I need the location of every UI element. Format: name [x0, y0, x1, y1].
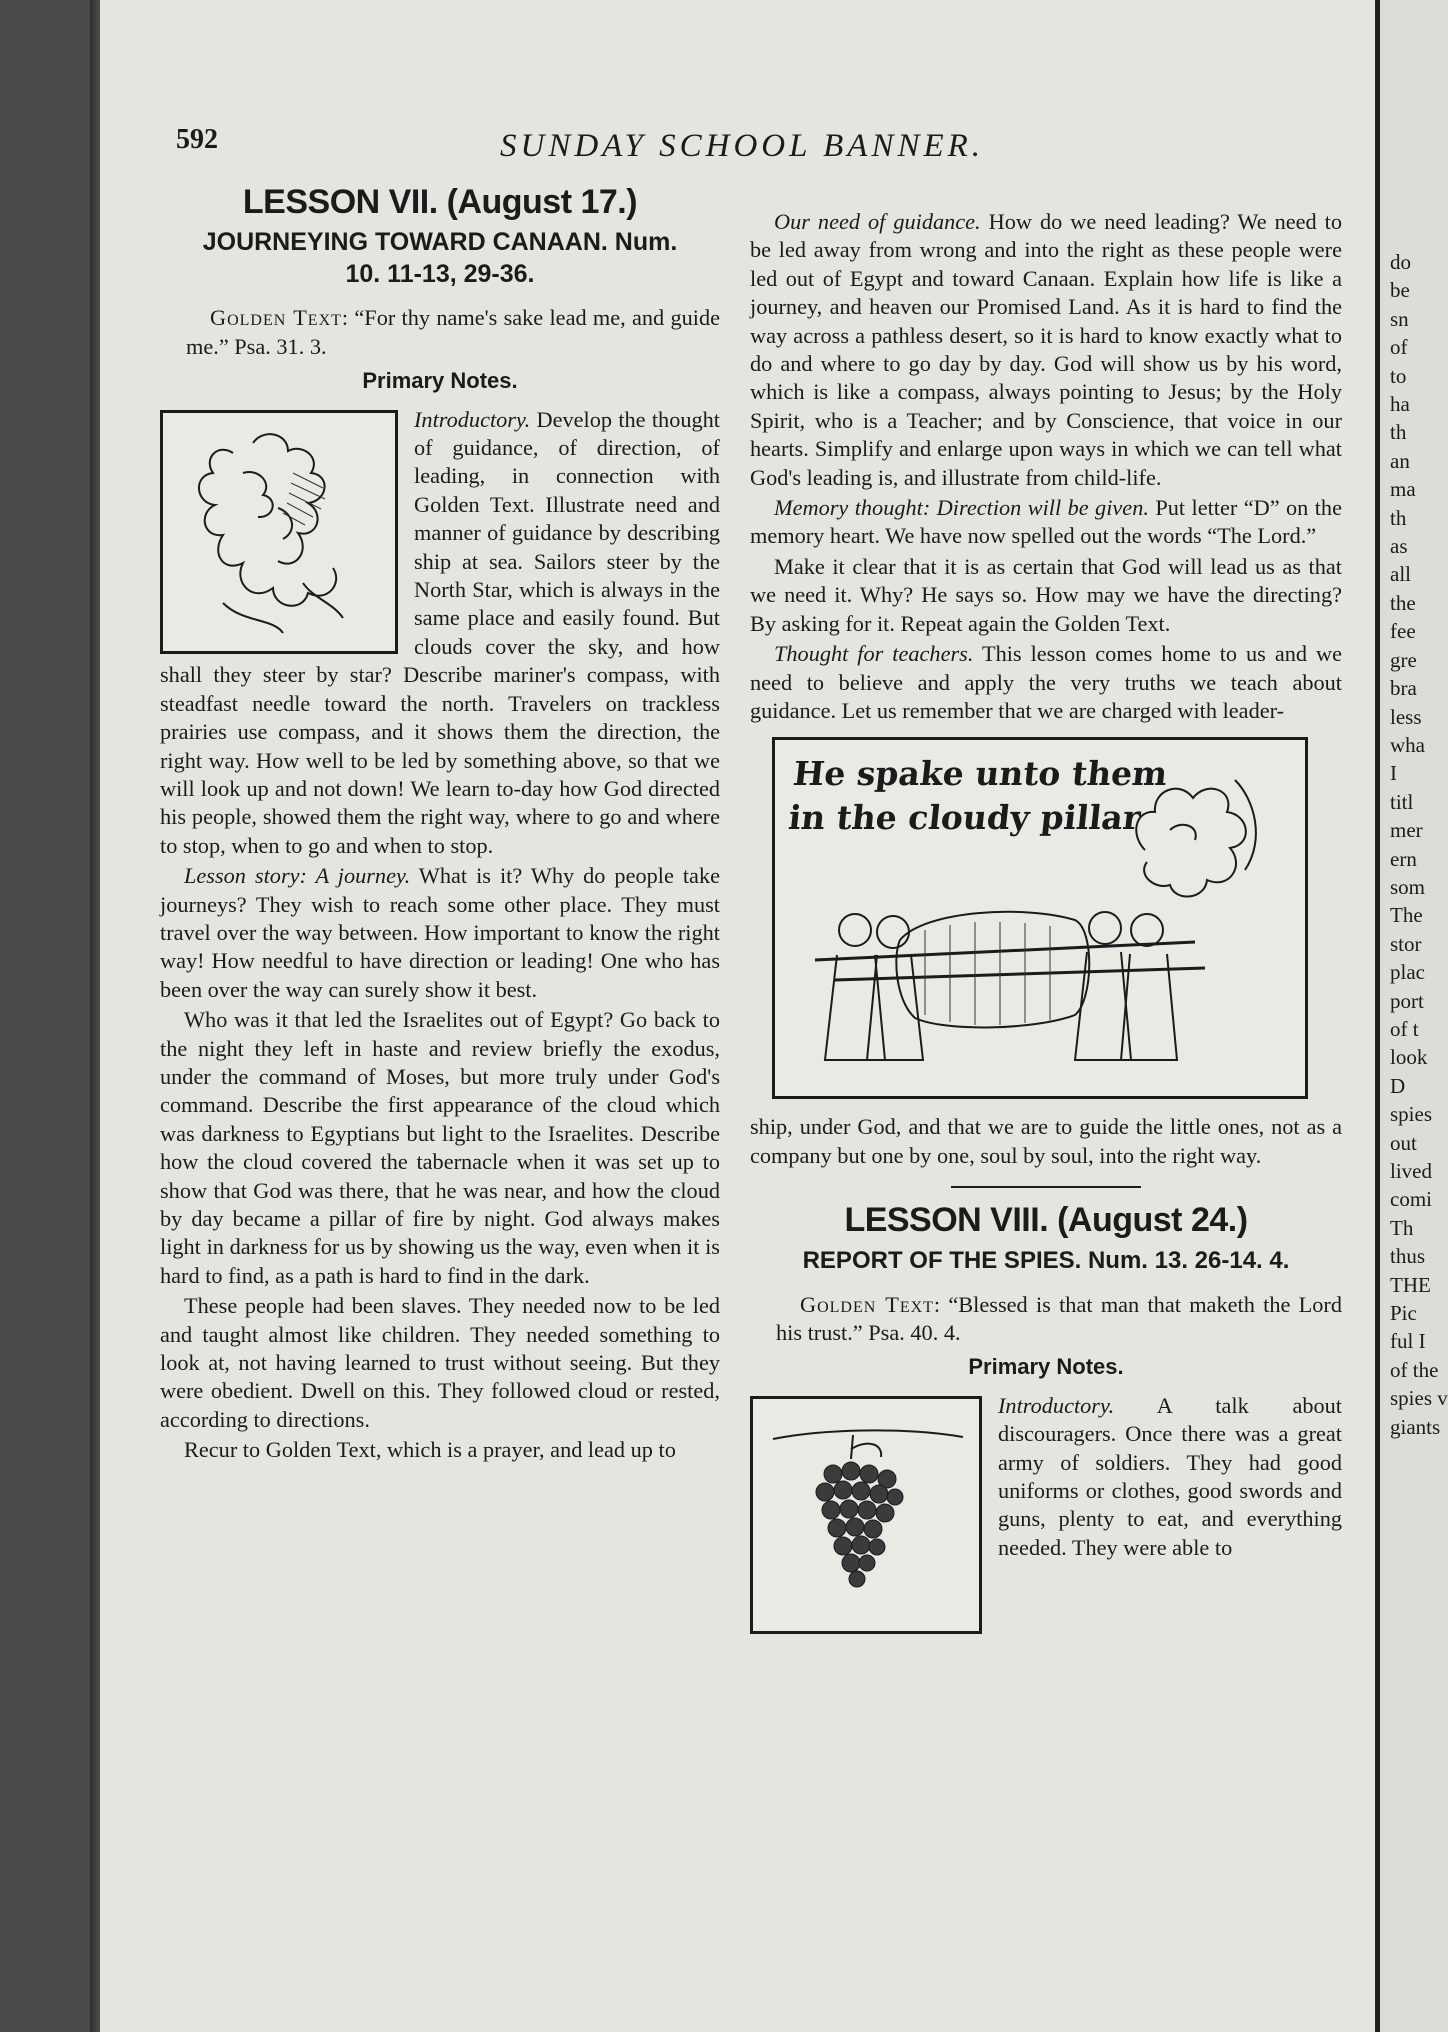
next-page-fragment: titl — [1390, 789, 1414, 814]
next-page-fragment: the — [1390, 590, 1416, 615]
next-page-fragment: comi — [1390, 1187, 1432, 1212]
next-page-fragment: th — [1390, 505, 1407, 530]
lesson-7-slaves-paragraph: These people had been slaves. They needed now to be led and taught almost like children. They needed something to look at, not having learned to trust without seeing. But they were obedient. Dwell on this. They followed cloud or rested, according to directions. — [160, 1293, 720, 1432]
next-page-fragment: stor — [1390, 931, 1422, 956]
right-column — [750, 208, 1342, 1640]
next-page-fragment: Th — [1390, 1215, 1414, 1240]
illustration-caption-line1: He spake unto them — [791, 754, 1170, 794]
next-page-fragment: som — [1390, 874, 1426, 899]
lesson-7-heading: LESSON VII. (August 17.) — [242, 183, 638, 221]
next-page-fragment: The — [1390, 903, 1423, 928]
next-page-fragment: look — [1390, 1045, 1428, 1070]
next-page-fragment: bra — [1390, 676, 1417, 701]
memory-paragraph — [750, 494, 1342, 551]
golden-text-label: Golden Text — [800, 1291, 934, 1317]
golden-text-body: : “Blessed is that man that maketh the Lord his trust.” Psa. 40. 4. — [776, 1291, 1342, 1345]
lesson-7-israelites-paragraph: Who was it that led the Israelites out of Egypt? Go back to the night they left in haste and review briefly the exodus, under the command of Moses, but more truly under God's command. Describe the first appearance of the cloud which was darkness to Egyptians but light to the Israelites. Describe how the cloud covered the tabernacle when it was set up to show that God was there, that he was near, and how the cloud by day became a pillar of fire by night. God always makes light in darkness for us by showing us the way, even when it is hard to find, as a path is hard to find in the dark. — [160, 1007, 720, 1288]
next-page-fragment: I — [1390, 761, 1397, 786]
next-page-fragment: all — [1390, 562, 1411, 587]
next-page-fragment: ern — [1390, 846, 1417, 871]
lesson-7-subtitle-line2: 10. 11-13, 29-36. — [345, 260, 535, 289]
story-label: Lesson story: A journey. — [184, 863, 411, 889]
next-page-fragment: plac — [1390, 960, 1425, 985]
next-page-fragment: do — [1390, 250, 1411, 274]
next-page-fragment: fee — [1390, 619, 1416, 644]
next-page-fragment: of the — [1390, 1357, 1439, 1382]
lesson-7-golden-text — [160, 304, 720, 361]
next-page-fragment: gre — [1390, 647, 1417, 672]
introductory-text: A talk about discouragers. Once there was a great army of soldiers. They had good uniforms or clothes, good swords and guns, plenty to eat, and everything needed. They were able to — [998, 1392, 1342, 1560]
next-page-fragment: be — [1390, 278, 1410, 303]
guidance-paragraph — [750, 208, 1342, 492]
introductory-label: Introductory. — [998, 1392, 1115, 1418]
golden-text-label: Golden Text — [210, 305, 342, 331]
next-page-fragment: D — [1390, 1073, 1406, 1098]
next-page-fragment: ma — [1390, 477, 1416, 502]
lesson-8-heading: LESSON VIII. (August 24.) — [844, 1201, 1248, 1240]
next-page-fragment: th — [1390, 420, 1407, 445]
teachers-paragraph — [750, 640, 1342, 725]
golden-text-body: : “For thy name's sake lead me, and guide me.” Psa. 31. 3. — [186, 305, 720, 359]
section-divider — [951, 1186, 1141, 1188]
introductory-text: Develop the thought of guidance, of direction, of leading, in connection with Golden Text. Illustrate need and manner of guidance by describing ship at sea. Sailors steer by the North Star, which is always in the same place and easily found. But clouds cover the sky, and how shall they steer by star? Describe mariner's compass, with steadfast needle toward the north. Travelers on trackless prairies use compass, and it shows them the direction, the right way. How well to be led by something above, so that we will look up and not down! We learn to-day how God directed his people, showed them the right way, where to go and where to stop, when to go and when to stop. — [160, 406, 720, 858]
running-title: SUNDAY SCHOOL BANNER. — [500, 128, 985, 164]
teachers-label: Thought for teachers. — [774, 641, 974, 667]
guidance-text: How do we need leading? We need to be led away from wrong and into the right as these people were led out of Egypt and toward Canaan. Explain how life is like a journey, and heaven our Promised Land. As it is hard to find the way across a pathless desert, so it is hard to know exactly what to do and where to go day by day. God will show us by his word, which is like a compass, always pointing to Jesus; by the Holy Spirit, who is a Teacher; and by Conscience, that voice in our hearts. Simplify and enlarge upon ways in which we can tell what God's leading is, and illustrate from child-life. — [750, 209, 1343, 490]
next-page-fragment: an — [1390, 448, 1410, 473]
next-page-fragments — [1380, 248, 1448, 1968]
next-page-fragment: lived — [1390, 1159, 1432, 1183]
memory-label: Memory thought: Direction will be given. — [774, 495, 1149, 521]
lesson-7-recur-paragraph: Recur to Golden Text, which is a prayer, and lead up to — [184, 1437, 676, 1463]
page-number: 592 — [176, 124, 218, 155]
next-page-fragment: ha — [1390, 392, 1410, 417]
next-page-fragment: as — [1390, 534, 1408, 559]
lesson-8-primary-notes: Primary Notes. — [968, 1354, 1124, 1380]
next-page-fragment: ful I — [1390, 1329, 1426, 1354]
memory-text: Put letter “D” on the memory heart. We have now spelled out the words “The Lord.” — [750, 495, 1342, 549]
lesson-7-story — [160, 862, 720, 1004]
guidance-label: Our need of guidance. — [774, 209, 981, 234]
next-page-fragment: port — [1390, 988, 1424, 1013]
next-page-text — [1380, 248, 1448, 1441]
leadership-paragraph: ship, under God, and that we are to guide the little ones, not as a company but one by one, soul by soul, into the right way. — [750, 1114, 1342, 1168]
lesson-8-subtitle: REPORT OF THE SPIES. Num. 13. 26-14. 4. — [802, 1246, 1290, 1274]
lesson-7-subtitle-line1: JOURNEYING TOWARD CANAAN. Num. — [202, 228, 678, 257]
next-page-fragment: Pic — [1390, 1301, 1417, 1326]
next-page-fragment: of — [1390, 335, 1408, 360]
next-page-fragment: spies v — [1390, 1386, 1448, 1411]
next-page-fragment: giants — [1390, 1414, 1441, 1439]
grape-cluster-illustration — [750, 1396, 982, 1634]
story-text: What is it? Why do people take journeys? They wish to reach some other place. They must travel over the way between. How important to know the right way! How needful to have direction or leading! One who has been over the way can surely show it best. — [160, 863, 720, 1002]
lesson-7-subtitle — [160, 226, 720, 290]
cloud-pillar-illustration — [160, 410, 398, 654]
next-page-fragment: mer — [1390, 818, 1423, 843]
left-column — [160, 183, 720, 1467]
next-page-fragment: spies — [1390, 1102, 1432, 1127]
next-page-fragment: THE — [1390, 1272, 1431, 1297]
next-page-fragment: thus — [1390, 1244, 1426, 1269]
ark-bearers-illustration — [772, 737, 1308, 1099]
next-page-fragment: out — [1390, 1130, 1417, 1155]
next-page-fragment: of t — [1390, 1016, 1419, 1041]
next-page-fragment: sn — [1390, 306, 1409, 331]
next-page-fragment: less — [1390, 704, 1422, 729]
next-page-fragment: wha — [1390, 732, 1425, 757]
lesson-7-primary-notes: Primary Notes. — [362, 368, 518, 394]
teachers-text: This lesson comes home to us and we need to believe and apply the very truths we teach about guidance. Let us remember that we are charged with leader- — [750, 641, 1342, 723]
lesson-8-golden-text — [750, 1291, 1342, 1348]
next-page-fragment: to — [1390, 363, 1407, 388]
introductory-label: Introductory. — [414, 406, 531, 432]
certainty-paragraph: Make it clear that it is as certain that God will lead us as that we need it. Why? He says so. How may we have the directing? By asking for it. Repeat again the Golden Text. — [750, 553, 1342, 636]
illustration-caption-line2: in the cloudy pillar — [786, 798, 1143, 838]
